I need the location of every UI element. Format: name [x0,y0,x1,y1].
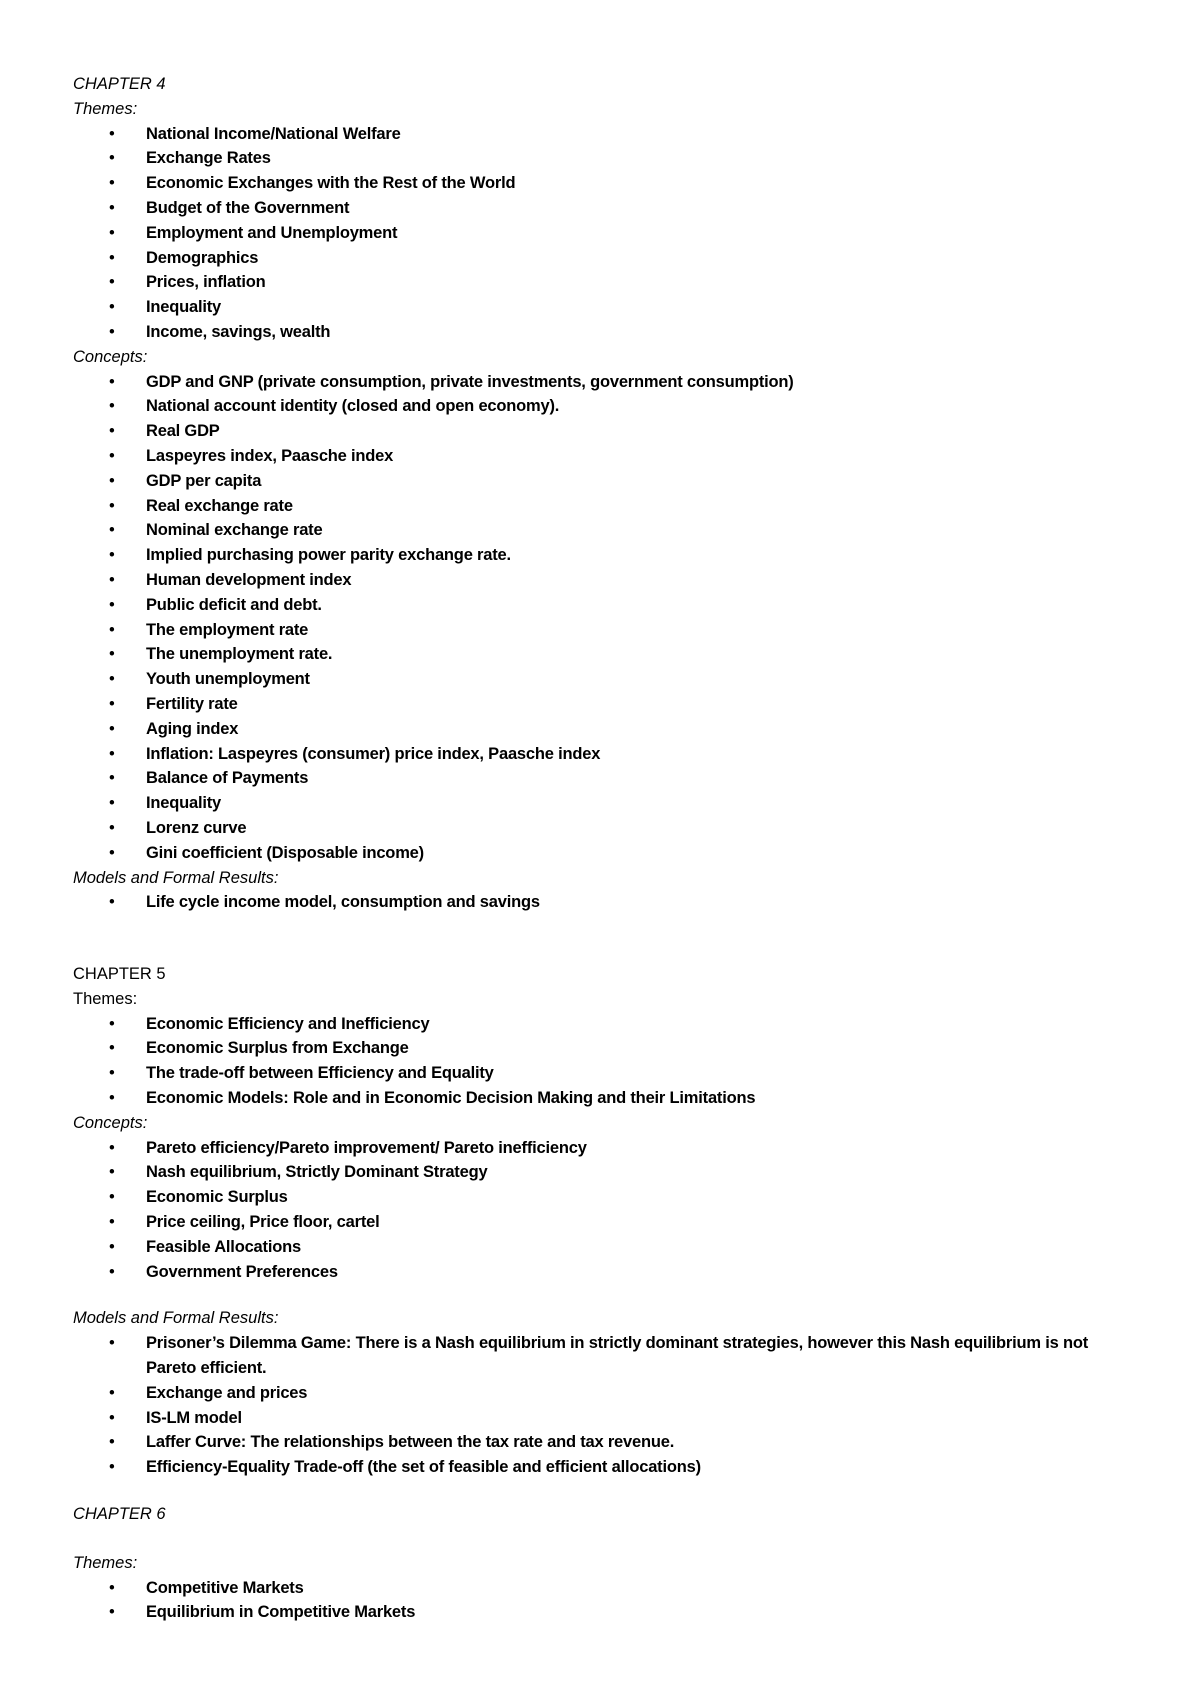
bullet-icon: • [109,570,115,589]
list-item [73,469,1133,494]
list-item-text: The employment rate [146,620,309,639]
chapter-4-concepts-list [73,370,1133,866]
list-item-text: Employment and Unemployment [146,223,398,242]
list-item-text: Gini coefficient (Disposable income) [146,843,424,862]
bullet-icon: • [109,322,115,341]
list-item [73,146,1133,171]
list-item-text: Feasible Allocations [146,1237,301,1256]
list-item [73,1136,1133,1161]
list-item-text: Aging index [146,719,239,738]
list-item [73,196,1133,221]
list-item [73,419,1133,444]
chapter-5-concepts-label: Concepts: [73,1113,148,1132]
list-item [73,667,1133,692]
bullet-icon: • [109,198,115,217]
bullet-icon: • [109,1014,115,1033]
list-item [73,618,1133,643]
list-item [73,494,1133,519]
list-item [73,1160,1133,1185]
list-item [73,692,1133,717]
list-item-text: Economic Surplus [146,1188,288,1207]
list-item [73,1600,1133,1625]
bullet-icon: • [109,223,115,242]
bullet-icon: • [109,893,115,912]
list-item [73,841,1133,866]
list-item [73,1260,1133,1285]
list-item-text: The trade-off between Efficiency and Equality [146,1064,494,1083]
bullet-icon: • [109,818,115,837]
section-spacer [73,1527,1133,1551]
list-item [73,642,1133,667]
section-spacer [73,1480,1133,1502]
list-item-text: Demographics [146,248,259,267]
bullet-icon: • [109,595,115,614]
list-item [73,1406,1133,1431]
list-item [73,1235,1133,1260]
list-item [73,295,1133,320]
list-item [73,1331,1133,1381]
bullet-icon: • [109,1458,115,1477]
list-item-text: Economic Surplus from Exchange [146,1039,409,1058]
bullet-icon: • [109,397,115,416]
bullet-icon: • [109,174,115,193]
bullet-icon: • [109,1433,115,1452]
list-item-text: Pareto efficiency/Pareto improvement/ Pareto inefficiency [146,1138,587,1157]
bullet-icon: • [109,1237,115,1256]
bullet-icon: • [109,1163,115,1182]
bullet-icon: • [109,496,115,515]
bullet-icon: • [109,124,115,143]
bullet-icon: • [109,694,115,713]
list-item-text: The unemployment rate. [146,645,333,664]
list-item-text: Lorenz curve [146,818,247,837]
bullet-icon: • [109,843,115,862]
bullet-icon: • [109,620,115,639]
bullet-icon: • [109,546,115,565]
list-item [73,320,1133,345]
bullet-icon: • [109,1213,115,1232]
list-item [73,270,1133,295]
bullet-icon: • [109,1262,115,1281]
bullet-icon: • [109,471,115,490]
list-item [73,1210,1133,1235]
list-item [73,568,1133,593]
list-item [73,221,1133,246]
bullet-icon: • [109,1334,115,1353]
list-item [73,791,1133,816]
list-item-text: Youth unemployment [146,670,310,689]
list-item-text: Budget of the Government [146,198,350,217]
list-item-text: Life cycle income model, consumption and savings [146,893,540,912]
list-item-text: Economic Efficiency and Inefficiency [146,1014,430,1033]
bullet-icon: • [109,1138,115,1157]
chapter-5-concepts-list [73,1136,1133,1285]
list-item-text: Nominal exchange rate [146,521,323,540]
chapter-6-title: CHAPTER 6 [73,1505,166,1524]
list-item-text: National Income/National Welfare [146,124,401,143]
list-item-text: Exchange Rates [146,149,271,168]
list-item-text: IS-LM model [146,1408,242,1427]
list-item [73,1012,1133,1037]
chapter-5-models-label: Models and Formal Results: [73,1309,279,1328]
list-item [73,444,1133,469]
chapter-6-themes-list [73,1576,1133,1626]
bullet-icon: • [109,446,115,465]
chapter-5-title: CHAPTER 5 [73,965,166,984]
list-item-text: Implied purchasing power parity exchange rate. [146,546,511,565]
list-item [73,543,1133,568]
bullet-icon: • [109,149,115,168]
list-item-text: Balance of Payments [146,769,309,788]
document-page [73,72,1133,1625]
bullet-icon: • [109,273,115,292]
list-item [73,246,1133,271]
list-item [73,1036,1133,1061]
list-item [73,1061,1133,1086]
list-item-text: Efficiency-Equality Trade-off (the set of feasible and efficient allocations) [146,1458,701,1477]
bullet-icon: • [109,372,115,391]
bullet-icon: • [109,1039,115,1058]
list-item-text: Laspeyres index, Paasche index [146,446,394,465]
chapter-6-themes-label: Themes: [73,1553,138,1572]
list-item-text: Laffer Curve: The relationships between the tax rate and tax revenue. [146,1433,675,1452]
list-item-text: National account identity (closed and open economy). [146,397,560,416]
list-item [73,816,1133,841]
bullet-icon: • [109,645,115,664]
bullet-icon: • [109,248,115,267]
list-item-text: Government Preferences [146,1262,338,1281]
list-item-text: Real exchange rate [146,496,293,515]
chapter-4-models-list [73,890,1133,915]
section-spacer [73,915,1133,962]
list-item-text: GDP per capita [146,471,262,490]
list-item-text: Economic Exchanges with the Rest of the World [146,174,516,193]
list-item [73,766,1133,791]
bullet-icon: • [109,1089,115,1108]
list-item-text: Prisoner’s Dilemma Game: There is a Nash equilibrium in strictly dominant strategies, however this Nash equilibrium is not Pareto efficient. [146,1334,1089,1378]
bullet-icon: • [109,1578,115,1597]
list-item [73,122,1133,147]
list-item [73,742,1133,767]
list-item-text: Public deficit and debt. [146,595,322,614]
bullet-icon: • [109,670,115,689]
list-item-text: Income, savings, wealth [146,322,331,341]
bullet-icon: • [109,744,115,763]
list-item-text: Inflation: Laspeyres (consumer) price index, Paasche index [146,744,601,763]
chapter-4-models-label: Models and Formal Results: [73,868,279,887]
chapter-4-themes-label: Themes: [73,99,138,118]
list-item-text: Inequality [146,794,222,813]
list-item [73,1086,1133,1111]
bullet-icon: • [109,1188,115,1207]
list-item-text: Real GDP [146,422,220,441]
list-item [73,717,1133,742]
bullet-icon: • [109,422,115,441]
list-item [73,593,1133,618]
list-item [73,370,1133,395]
bullet-icon: • [109,769,115,788]
list-item-text: Competitive Markets [146,1578,304,1597]
chapter-5-models-list [73,1331,1133,1480]
bullet-icon: • [109,521,115,540]
bullet-icon: • [109,1603,115,1622]
bullet-icon: • [109,719,115,738]
list-item-text: Fertility rate [146,694,238,713]
chapter-4-concepts-label: Concepts: [73,347,148,366]
list-item [73,1381,1133,1406]
list-item-text: Price ceiling, Price floor, cartel [146,1213,380,1232]
bullet-icon: • [109,1064,115,1083]
chapter-5-themes-list [73,1012,1133,1111]
list-item-text: Inequality [146,298,222,317]
list-item-text: Equilibrium in Competitive Markets [146,1603,416,1622]
list-item [73,171,1133,196]
list-item [73,1185,1133,1210]
chapter-5-themes-label: Themes: [73,989,138,1008]
list-item-text: Exchange and prices [146,1383,308,1402]
bullet-icon: • [109,1408,115,1427]
chapter-4-themes-list [73,122,1133,345]
bullet-icon: • [109,794,115,813]
list-item [73,890,1133,915]
list-item-text: Prices, inflation [146,273,266,292]
bullet-icon: • [109,1383,115,1402]
list-item [73,1576,1133,1601]
list-item-text: Economic Models: Role and in Economic Decision Making and their Limitations [146,1089,756,1108]
section-spacer [73,1284,1133,1306]
list-item [73,1455,1133,1480]
list-item [73,1430,1133,1455]
bullet-icon: • [109,298,115,317]
chapter-4-title: CHAPTER 4 [73,75,166,93]
list-item [73,518,1133,543]
list-item-text: Nash equilibrium, Strictly Dominant Strategy [146,1163,488,1182]
list-item-text: GDP and GNP (private consumption, private investments, government consumption) [146,372,794,391]
list-item-text: Human development index [146,570,352,589]
list-item [73,394,1133,419]
